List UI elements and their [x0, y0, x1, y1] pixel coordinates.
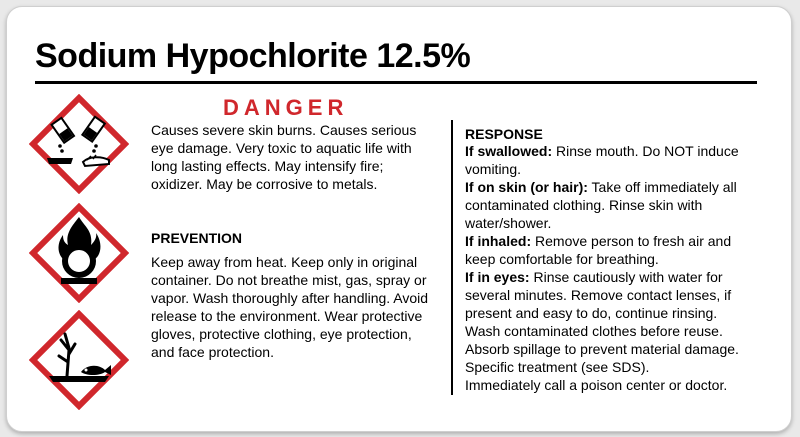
- corrosion-icon: [29, 94, 129, 194]
- response-text-poison-center: Immediately call a poison center or doctor.: [465, 377, 728, 393]
- response-label-inhaled: If inhaled:: [465, 233, 532, 249]
- response-text-eyes: Rinse cautiously with water for several minutes. Remove contact lenses, if present and easy to do, continue rinsing. Wash contaminated clothes before reuse. Absorb spillage to prevent material damage. Specific treatment (see SDS).: [465, 269, 739, 375]
- response-label-skin: If on skin (or hair):: [465, 179, 588, 195]
- prevention-text: Keep away from heat. Keep only in original container. Do not breathe mist, gas, spray or vapor. Wash thoroughly after handling. Avoid release to the environment. Wear protective gloves, protective clothing, eye protection, and face protection.: [151, 254, 429, 360]
- response-label-swallowed: If swallowed:: [465, 143, 553, 159]
- environment-icon: [29, 310, 129, 410]
- response-label-eyes: If in eyes:: [465, 269, 530, 285]
- response-heading: RESPONSE: [465, 126, 543, 142]
- response-text-swallowed: Rinse mouth. Do NOT induce vomiting.: [465, 143, 739, 177]
- response-text-skin: Take off immediately all contaminated clothing. Rinse skin with water/shower.: [465, 179, 737, 231]
- flame-over-circle-icon: [29, 203, 129, 303]
- signal-word: DANGER: [223, 95, 349, 120]
- title-underline: [35, 81, 757, 84]
- hazard-statements: Causes severe skin burns. Causes serious eye damage. Very toxic to aquatic life with long lasting effects. May intensify fire; oxidizer. May be corrosive to metals.: [151, 122, 417, 192]
- prevention-heading: PREVENTION: [151, 230, 243, 246]
- response-text-inhaled: Remove person to fresh air and keep comfortable for breathing.: [465, 233, 732, 267]
- response-text: [465, 142, 755, 394]
- chemical-label: [6, 6, 792, 432]
- product-title: Sodium Hypochlorite 12.5%: [35, 37, 471, 75]
- column-divider: [451, 120, 453, 395]
